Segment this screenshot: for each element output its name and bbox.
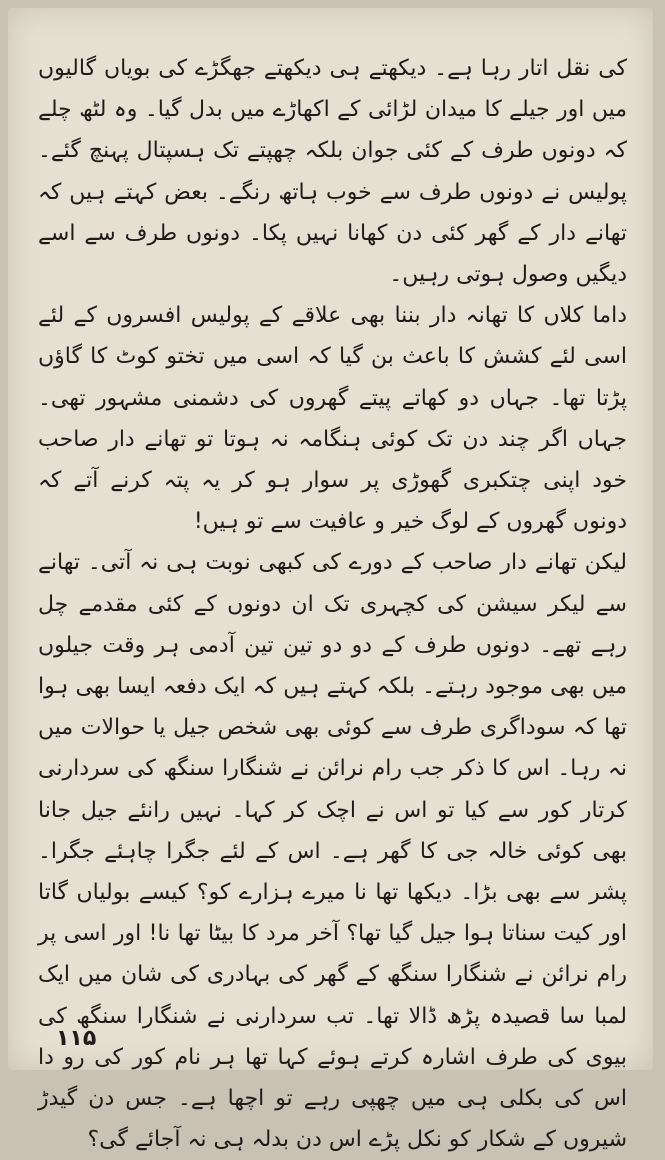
- book-page: [8, 8, 653, 1153]
- paragraph-2: داما کلاں کا تھانہ دار بننا بھی علاقے کے پولیس افسروں کے لئے اسی لئے کشش کا باعث بن گیا کہ اسی میں تختو کوٹ کا گاؤں پڑتا تھا۔ جہاں دو کھاتے پیتے گھروں کی دشمنی مشہور تھی۔ جہاں اگر چند دن تک کوئی ہنگامہ نہ ہوتا تو تھانے دار صاحب خود اپنی چتکبری گھوڑی پر سوار ہو کر یہ پتہ کرنے آتے کہ دونوں گھروں کے لوگ خیر و عافیت سے تو ہیں!: [38, 303, 627, 535]
- page-body-text: [38, 48, 627, 1160]
- paragraph-3: لیکن تھانے دار صاحب کے دورے کی کبھی نوبت ہی نہ آتی۔ تھانے سے لیکر سیشن کی کچہری تک ان دونوں کے کئی مقدمے چل رہے تھے۔ دونوں طرف کے دو دو تین تین آدمی ہر وقت جیلوں میں بھی موجود رہتے۔ بلکہ کہتے ہیں کہ ایک دفعہ ایسا بھی ہوا تھا کہ سوداگری طرف سے کوئی بھی شخص جیل یا حوالات میں نہ رہا۔ اس کا ذکر جب رام نرائن نے شنگارا سنگھ کی سردارنی کرتار کور سے کیا تو اس نے اچک کر کہا۔ نہیں رانئے جیل جانا بھی کوئی خالہ جی کا گھر ہے۔ اس کے لئے جگرا چاہئے جگرا۔ پشر سے بھی بڑا۔ دیکھا تھا نا میرے ہزارے کو؟ کیسے بولیاں گاتا اور کیت سناتا ہوا جیل گیا تھا؟ آخر مرد کا بیٹا تھا نا! اور اسی پر رام نرائن نے شنگارا سنگھ کے گھر کی بہادری کی شان میں ایک لمبا سا قصیدہ پڑھ ڈالا تھا۔ تب سردارنی نے شنگارا سنگھ کی بیوی کی طرف اشارہ کرتے ہوئے کہا تھا ہر نام کور کی رو دا اس کی بکلی ہی میں چھپی رہے تو اچھا ہے۔ جس دن گیدڑ شیروں کے شکار کو نکل پڑے اس دن بدلہ ہی نہ آجائے گی؟: [38, 550, 627, 1153]
- page-number: ۱۱۵: [56, 1026, 97, 1051]
- paragraph-1: کی نقل اتار رہا ہے۔ دیکھتے ہی دیکھتے جھگڑے کی بویاں گالیوں میں اور جیلے کا میدان لڑائی کے اکھاڑے میں بدل گیا۔ وہ لٹھ چلے کہ دونوں طرف کے کئی جوان بلکہ چھپتے تک ہسپتال پہنچ گئے۔ پولیس نے دونوں طرف سے خوب ہاتھ رنگے۔ بعض کہتے ہیں کہ تھانے دار کے گھر کئی دن کھانا نہیں پکا۔ دونوں طرف سے اسے دیگیں وصول ہوتی رہیں۔: [38, 56, 627, 288]
